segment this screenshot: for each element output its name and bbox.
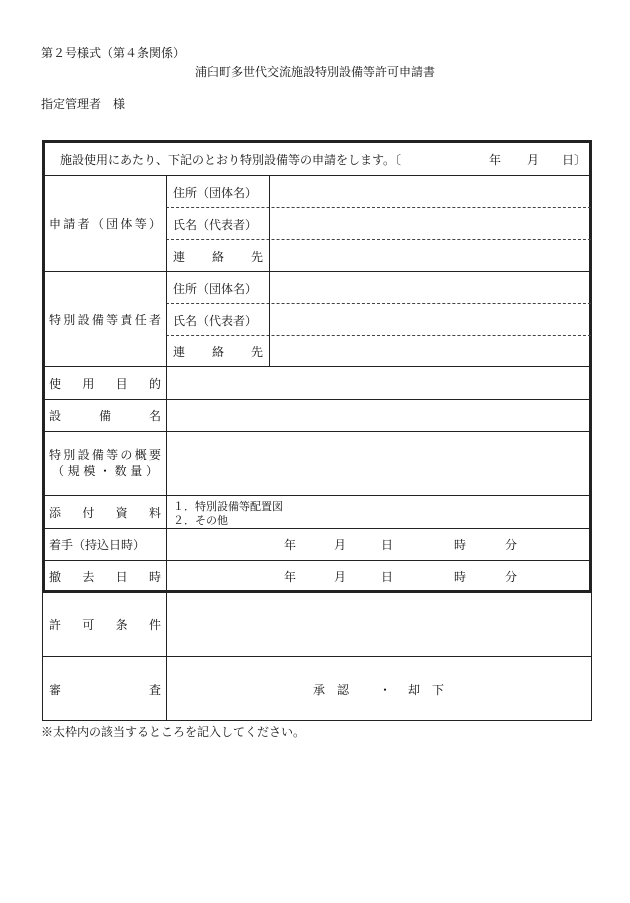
applicant-name-label: 氏名（代表者）	[173, 218, 258, 232]
applicant-address-label: 住所（団体名）	[173, 186, 258, 200]
review-separator: ・	[379, 683, 392, 697]
intro-year-unit: 年	[489, 153, 502, 167]
reject-option[interactable]: 却 下	[408, 683, 445, 697]
manager-address-label: 住所（団体名）	[173, 282, 258, 296]
manager-name-label: 氏名（代表者）	[173, 314, 258, 328]
applicant-label: 申 請 者 （ 団 体 等 ）	[49, 216, 161, 231]
permit-conditions-label: 許 可 条 件	[49, 617, 161, 632]
start-month-unit: 月	[334, 538, 347, 552]
purpose-field[interactable]	[167, 367, 590, 399]
removal-day-unit: 日	[381, 570, 394, 584]
removal-hour-unit: 時	[454, 570, 467, 584]
start-datetime-label: 着手（持込日時）	[49, 538, 146, 552]
equipment-name-field[interactable]	[167, 400, 590, 431]
approve-option[interactable]: 承 認	[313, 683, 350, 697]
form-number: 第２号様式（第４条関係）	[41, 46, 186, 60]
review-label: 審 査	[49, 682, 161, 697]
intro-day-unit: 日〕	[562, 153, 587, 167]
equipment-name-label: 設 備 名	[49, 408, 161, 423]
recipient: 指定管理者 様	[41, 97, 126, 111]
applicant-address-field[interactable]	[270, 176, 590, 207]
applicant-name-field[interactable]	[270, 208, 590, 239]
manager-label: 特 別 設 備 等 責 任 者	[49, 312, 161, 327]
manager-address-field[interactable]	[270, 272, 590, 303]
overview-sublabel: （ 規 模 ・ 数 量 ）	[52, 463, 158, 478]
applicant-contact-field[interactable]	[270, 240, 590, 271]
attachment-item-1: １．特別設備等配置図	[173, 500, 283, 513]
overview-field[interactable]	[167, 432, 590, 495]
manager-contact-label: 連 絡 先	[173, 344, 263, 359]
overview-label: 特 別 設 備 等 の 概 要	[49, 447, 161, 462]
applicant-contact-label: 連 絡 先	[173, 249, 263, 264]
footnote: ※太枠内の該当するところを記入してください。	[41, 725, 306, 739]
document-title: 浦臼町多世代交流施設特別設備等許可申請書	[194, 65, 435, 79]
attachment-item-2: ２．その他	[173, 514, 228, 527]
intro-text: 施設使用にあたり、下記のとおり特別設備等の申請をします。〔	[60, 153, 402, 167]
purpose-label: 使 用 目 的	[49, 376, 161, 391]
start-minute-unit: 分	[505, 538, 518, 552]
removal-minute-unit: 分	[505, 570, 518, 584]
manager-name-field[interactable]	[270, 304, 590, 335]
attachments-label: 添 付 資 料	[49, 505, 161, 520]
removal-datetime-label: 撤 去 日 時	[49, 569, 161, 584]
intro-month-unit: 月	[527, 153, 540, 167]
removal-year-unit: 年	[284, 570, 297, 584]
start-year-unit: 年	[284, 538, 297, 552]
removal-month-unit: 月	[334, 570, 347, 584]
start-hour-unit: 時	[454, 538, 467, 552]
application-form	[42, 140, 592, 721]
manager-contact-field[interactable]	[270, 336, 590, 366]
start-day-unit: 日	[381, 538, 394, 552]
